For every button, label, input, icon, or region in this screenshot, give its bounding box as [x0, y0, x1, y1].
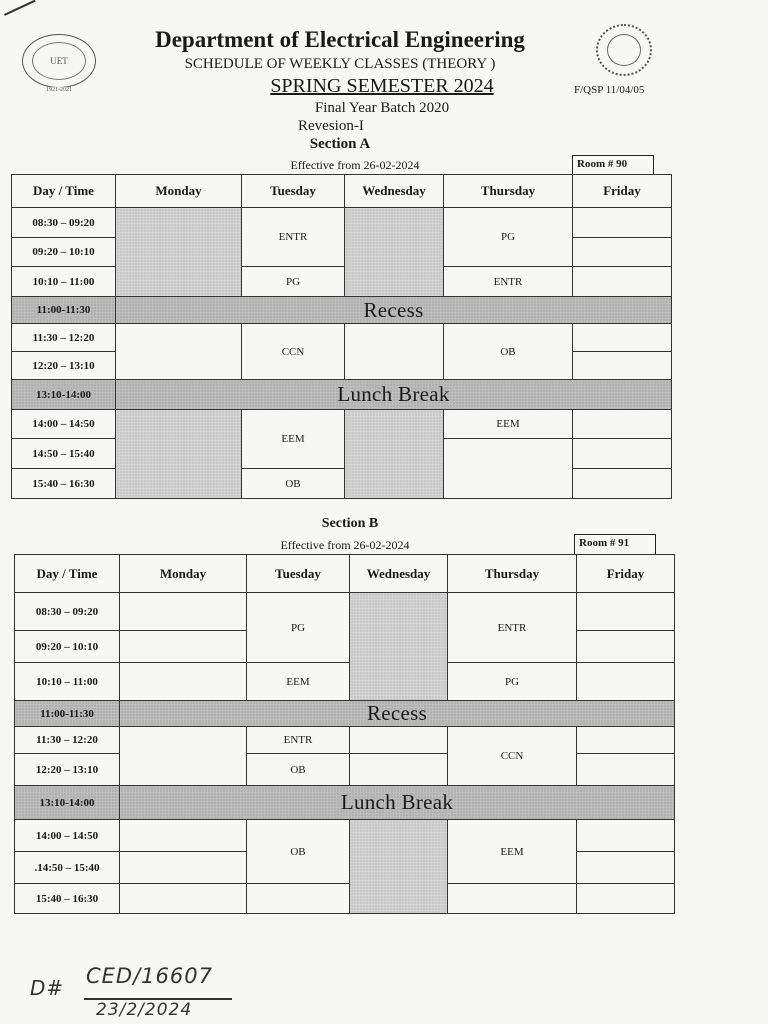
class-cell: EEM	[242, 410, 345, 469]
table-row	[15, 727, 675, 754]
friday-cell	[573, 208, 672, 238]
friday-cell	[573, 267, 672, 297]
monday-cell	[120, 884, 247, 914]
class-cell: ENTR	[444, 267, 573, 297]
wednesday-cell	[350, 727, 448, 754]
revision-label: Revesion-I	[298, 118, 364, 134]
class-cell: EEM	[444, 410, 573, 439]
tuesday-cell	[247, 884, 350, 914]
friday-cell	[573, 238, 672, 267]
recess-row	[15, 701, 675, 727]
class-cell: PG	[444, 208, 573, 267]
recess-label: Recess	[116, 297, 672, 324]
time-slot: 10:10 – 11:00	[12, 267, 116, 297]
section-b-timetable	[14, 554, 675, 914]
col-thursday: Thursday	[448, 555, 577, 593]
handwritten-ref: CED/16607	[86, 964, 213, 988]
lunch-label: Lunch Break	[116, 380, 672, 410]
friday-cell	[577, 593, 675, 631]
friday-cell	[573, 469, 672, 499]
time-slot: .14:50 – 15:40	[15, 852, 120, 884]
col-tuesday: Tuesday	[247, 555, 350, 593]
time-slot: 11:30 – 12:20	[12, 324, 116, 352]
handwritten-prefix: D#	[30, 976, 65, 1000]
class-cell: EEM	[448, 820, 577, 884]
col-monday: Monday	[120, 555, 247, 593]
class-cell: OB	[247, 820, 350, 884]
table-row	[12, 208, 672, 238]
time-slot: 12:20 – 13:10	[12, 352, 116, 380]
time-slot: 14:00 – 14:50	[12, 410, 116, 439]
monday-cell	[120, 820, 247, 852]
time-slot: 11:30 – 12:20	[15, 727, 120, 754]
class-cell: OB	[242, 469, 345, 499]
wednesday-cell	[350, 754, 448, 786]
table-row	[15, 884, 675, 914]
col-friday: Friday	[577, 555, 675, 593]
department-title: Department of Electrical Engineering	[155, 27, 525, 52]
handwritten-date: 23/2/2024	[96, 1000, 193, 1020]
section-a-title: Section A	[309, 136, 371, 152]
section-a-room: Room # 90	[572, 155, 654, 175]
time-slot: 10:10 – 11:00	[15, 663, 120, 701]
class-cell: ENTR	[247, 727, 350, 754]
lunch-label: Lunch Break	[120, 786, 675, 820]
time-slot: 15:40 – 16:30	[15, 884, 120, 914]
schedule-subtitle: SCHEDULE OF WEEKLY CLASSES (THEORY )	[184, 56, 496, 72]
table-row	[12, 324, 672, 352]
class-cell: OB	[444, 324, 573, 380]
monday-cell	[116, 324, 242, 380]
time-slot: 12:20 – 13:10	[15, 754, 120, 786]
scan-artifact	[4, 0, 36, 16]
time-slot: 13:10-14:00	[15, 786, 120, 820]
friday-cell	[573, 410, 672, 439]
friday-cell	[577, 754, 675, 786]
friday-cell	[577, 820, 675, 852]
wednesday-free-morning	[345, 208, 444, 297]
class-cell: OB	[247, 754, 350, 786]
friday-cell	[577, 727, 675, 754]
batch-label: Final Year Batch 2020	[314, 100, 450, 116]
friday-cell	[577, 663, 675, 701]
class-cell: EEM	[247, 663, 350, 701]
section-a-timetable	[11, 174, 672, 499]
table-row	[15, 820, 675, 852]
class-cell: PG	[242, 267, 345, 297]
section-b-room: Room # 91	[574, 534, 656, 554]
col-thursday: Thursday	[444, 175, 573, 208]
class-cell: CCN	[242, 324, 345, 380]
lunch-row	[15, 786, 675, 820]
col-friday: Friday	[573, 175, 672, 208]
lunch-row	[12, 380, 672, 410]
table-row	[12, 410, 672, 439]
section-b-effective: Effective from 26-02-2024	[280, 538, 410, 552]
class-cell: CCN	[448, 727, 577, 786]
section-a-effective: Effective from 26-02-2024	[290, 158, 420, 172]
friday-cell	[577, 884, 675, 914]
col-day-time: Day / Time	[12, 175, 116, 208]
time-slot: 15:40 – 16:30	[12, 469, 116, 499]
friday-cell	[573, 324, 672, 352]
university-seal-right	[596, 24, 652, 76]
time-slot: 13:10-14:00	[12, 380, 116, 410]
thursday-cell	[448, 884, 577, 914]
class-cell: ENTR	[242, 208, 345, 267]
time-slot: 09:20 – 10:10	[15, 631, 120, 663]
friday-cell	[577, 852, 675, 884]
monday-cell	[120, 631, 247, 663]
col-tuesday: Tuesday	[242, 175, 345, 208]
header-row	[12, 175, 672, 208]
col-wednesday: Wednesday	[345, 175, 444, 208]
time-slot: 14:50 – 15:40	[12, 439, 116, 469]
col-wednesday: Wednesday	[350, 555, 448, 593]
monday-cell	[120, 663, 247, 701]
wednesday-free-afternoon	[350, 820, 448, 914]
monday-free-afternoon	[116, 410, 242, 499]
class-cell: ENTR	[448, 593, 577, 663]
table-row	[15, 593, 675, 631]
friday-cell	[573, 352, 672, 380]
friday-cell	[573, 439, 672, 469]
wednesday-cell	[345, 324, 444, 380]
class-cell: PG	[247, 593, 350, 663]
recess-row	[12, 297, 672, 324]
section-b-title: Section B	[321, 516, 379, 531]
monday-cell	[120, 593, 247, 631]
wednesday-free-morning	[350, 593, 448, 701]
monday-cell	[120, 852, 247, 884]
monday-free-morning	[116, 208, 242, 297]
time-slot: 11:00-11:30	[12, 297, 116, 324]
class-cell: PG	[448, 663, 577, 701]
col-day-time: Day / Time	[15, 555, 120, 593]
wednesday-free-afternoon	[345, 410, 444, 499]
header-row	[15, 555, 675, 593]
monday-cell	[120, 727, 247, 786]
time-slot: 11:00-11:30	[15, 701, 120, 727]
semester-title: SPRING SEMESTER 2024	[270, 75, 494, 97]
thursday-cell	[444, 439, 573, 499]
time-slot: 09:20 – 10:10	[12, 238, 116, 267]
university-seal-left: UET 1921-2021	[22, 34, 96, 88]
form-code: F/QSP 11/04/05	[574, 84, 645, 96]
time-slot: 08:30 – 09:20	[12, 208, 116, 238]
time-slot: 14:00 – 14:50	[15, 820, 120, 852]
time-slot: 08:30 – 09:20	[15, 593, 120, 631]
col-monday: Monday	[116, 175, 242, 208]
friday-cell	[577, 631, 675, 663]
table-row	[12, 469, 672, 499]
table-row	[15, 663, 675, 701]
recess-label: Recess	[120, 701, 675, 727]
table-row	[12, 267, 672, 297]
